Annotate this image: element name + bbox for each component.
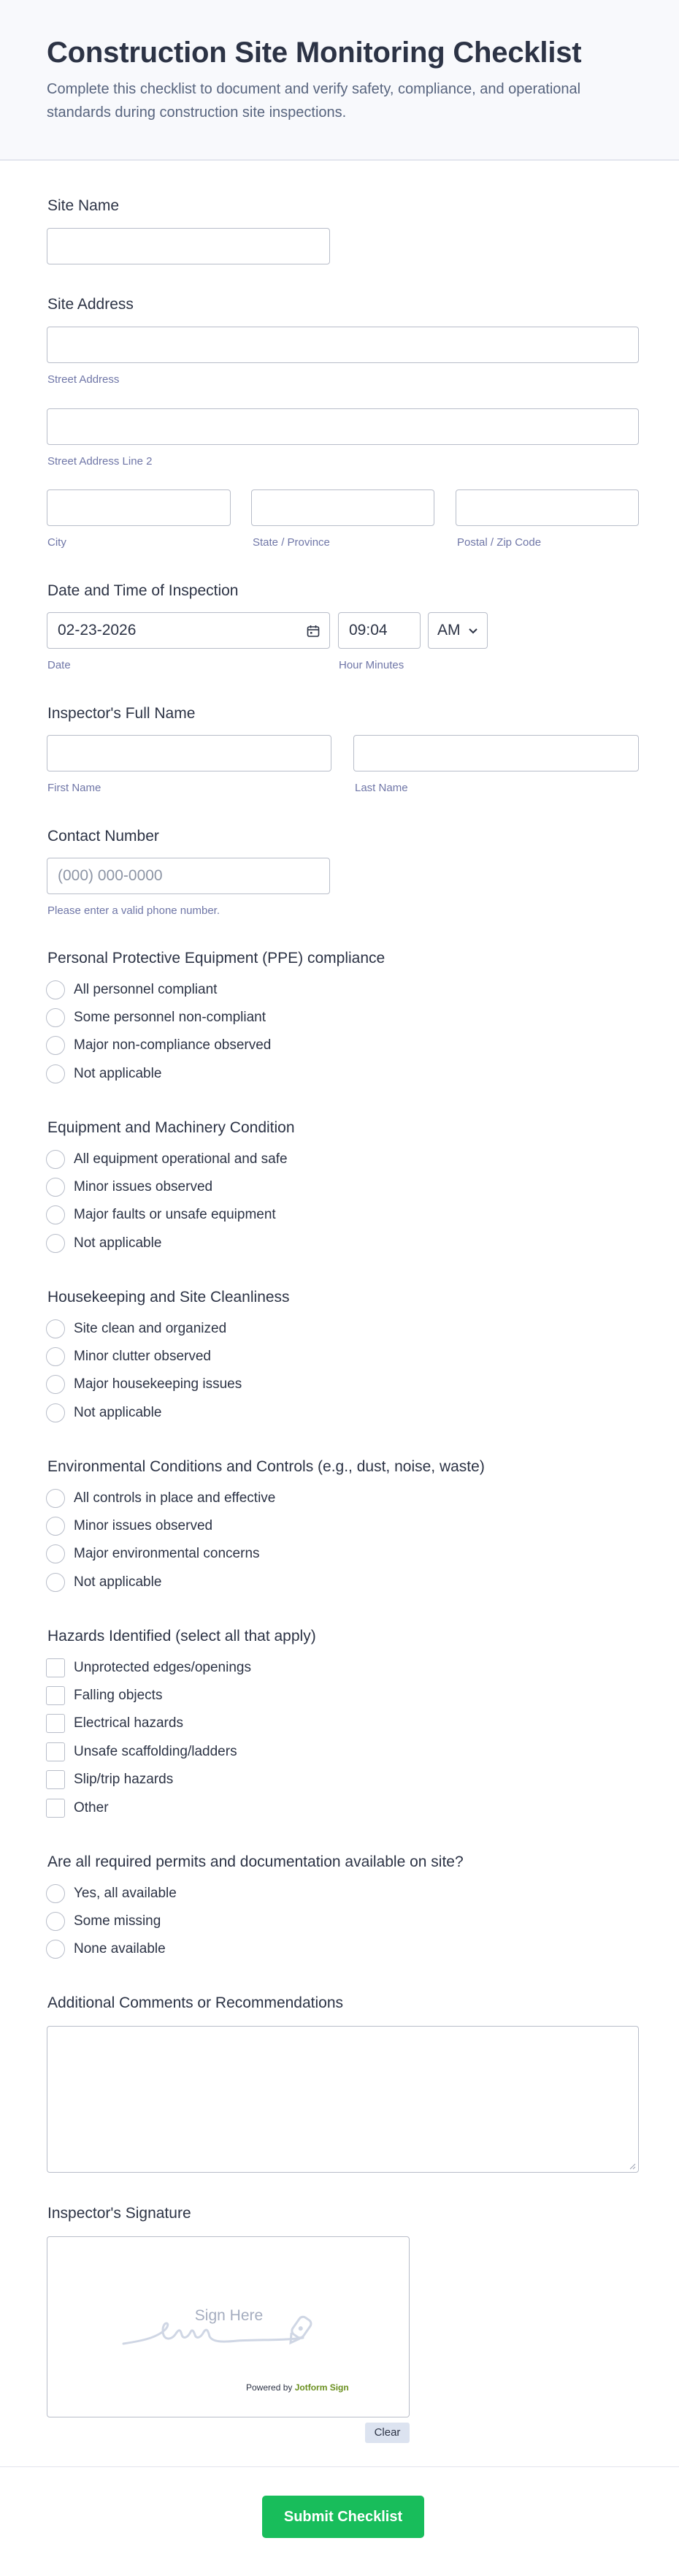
environmental-option-3-radio[interactable] (46, 1544, 65, 1563)
submit-section (0, 2466, 679, 2576)
street-address-sublabel: Street Address (47, 373, 120, 386)
equipment-option-3-label[interactable]: Major faults or unsafe equipment (74, 1207, 276, 1222)
permits-option-2-radio[interactable] (46, 1912, 65, 1931)
state-sublabel: State / Province (253, 536, 330, 549)
date-sublabel: Date (47, 659, 71, 671)
ppe-option-2-label[interactable]: Some personnel non-compliant (74, 1010, 266, 1025)
housekeeping-option-1-label[interactable]: Site clean and organized (74, 1321, 227, 1336)
ppe-label: Personal Protective Equipment (PPE) compliance (47, 950, 385, 967)
ppe-option-3-radio[interactable] (46, 1036, 65, 1055)
form-header (0, 0, 679, 161)
hazard-option-3-checkbox[interactable] (46, 1714, 65, 1733)
housekeeping-option-4-radio[interactable] (46, 1403, 65, 1422)
hazard-option-1-label[interactable]: Unprotected edges/openings (74, 1660, 251, 1675)
form-title: Construction Site Monitoring Checklist (47, 37, 582, 69)
equipment-option-2-radio[interactable] (46, 1178, 65, 1197)
environmental-option-4-label[interactable]: Not applicable (74, 1574, 162, 1590)
hazards-label: Hazards Identified (select all that apply) (47, 1628, 316, 1645)
submit-button[interactable]: Submit Checklist (262, 2496, 424, 2538)
first-name-input[interactable] (47, 735, 331, 771)
time-sublabel: Hour Minutes (339, 659, 404, 671)
permits-option-1-label[interactable]: Yes, all available (74, 1886, 177, 1901)
environmental-option-1-label[interactable]: All controls in place and effective (74, 1490, 276, 1506)
hazard-option-2-checkbox[interactable] (46, 1686, 65, 1705)
housekeeping-option-3-label[interactable]: Major housekeeping issues (74, 1376, 242, 1392)
equipment-option-1-radio[interactable] (46, 1150, 65, 1169)
equipment-option-4-label[interactable]: Not applicable (74, 1235, 162, 1251)
inspection-datetime-label: Date and Time of Inspection (47, 582, 239, 599)
jotform-sign-brand[interactable]: Jotform Sign (294, 2382, 349, 2393)
contact-number-label: Contact Number (47, 828, 159, 845)
environmental-label: Environmental Conditions and Controls (e.g., dust, noise, waste) (47, 1458, 485, 1475)
date-input[interactable] (47, 612, 330, 649)
housekeeping-option-3-radio[interactable] (46, 1375, 65, 1394)
sign-here-placeholder: Sign Here (194, 2307, 264, 2324)
hazard-option-6-checkbox[interactable] (46, 1799, 65, 1818)
inspector-name-label: Inspector's Full Name (47, 705, 196, 722)
ppe-option-1-radio[interactable] (46, 980, 65, 999)
hazard-option-6-label[interactable]: Other (74, 1800, 109, 1815)
housekeeping-label: Housekeeping and Site Cleanliness (47, 1289, 290, 1306)
housekeeping-option-1-radio[interactable] (46, 1319, 65, 1338)
ampm-select[interactable] (428, 612, 488, 649)
resize-handle-icon[interactable] (629, 2162, 636, 2170)
ppe-option-3-label[interactable]: Major non-compliance observed (74, 1037, 272, 1053)
environmental-option-2-label[interactable]: Minor issues observed (74, 1518, 213, 1533)
comments-label: Additional Comments or Recommendations (47, 1994, 344, 2011)
last-name-input[interactable] (353, 735, 639, 771)
state-input[interactable] (251, 489, 434, 526)
housekeeping-option-2-label[interactable]: Minor clutter observed (74, 1349, 211, 1364)
ppe-option-2-radio[interactable] (46, 1008, 65, 1027)
equipment-option-4-radio[interactable] (46, 1234, 65, 1253)
powered-by-prefix: Powered by (246, 2382, 293, 2393)
hazard-option-5-label[interactable]: Slip/trip hazards (74, 1772, 174, 1787)
equipment-option-3-radio[interactable] (46, 1205, 65, 1224)
ppe-option-1-label[interactable]: All personnel compliant (74, 982, 218, 997)
street-address-input[interactable] (47, 327, 639, 363)
ampm-value: AM (437, 622, 461, 639)
site-name-label: Site Name (47, 197, 120, 214)
comments-textarea[interactable] (47, 2026, 639, 2173)
ppe-option-4-radio[interactable] (46, 1064, 65, 1083)
clear-signature-button[interactable]: Clear (365, 2423, 410, 2443)
street-address-line2-sublabel: Street Address Line 2 (47, 455, 153, 468)
environmental-option-2-radio[interactable] (46, 1517, 65, 1536)
environmental-option-1-radio[interactable] (46, 1489, 65, 1508)
street-address-line2-input[interactable] (47, 408, 639, 445)
environmental-option-4-radio[interactable] (46, 1573, 65, 1592)
equipment-option-2-label[interactable]: Minor issues observed (74, 1179, 213, 1194)
hazard-option-1-checkbox[interactable] (46, 1658, 65, 1677)
site-name-input[interactable] (47, 228, 330, 264)
city-sublabel: City (47, 536, 66, 549)
permits-option-2-label[interactable]: Some missing (74, 1913, 161, 1929)
phone-hint: Please enter a valid phone number. (47, 904, 220, 917)
time-value: 09:04 (349, 622, 388, 639)
hazard-option-4-checkbox[interactable] (46, 1742, 65, 1761)
signature-pad[interactable] (47, 2236, 410, 2417)
powered-by (246, 2382, 349, 2393)
equipment-label: Equipment and Machinery Condition (47, 1119, 295, 1136)
time-input[interactable] (338, 612, 421, 649)
permits-label: Are all required permits and documentation available on site? (47, 1853, 464, 1870)
permits-option-3-radio[interactable] (46, 1940, 65, 1959)
phone-input[interactable] (47, 858, 330, 894)
permits-option-1-radio[interactable] (46, 1884, 65, 1903)
hazard-option-5-checkbox[interactable] (46, 1770, 65, 1789)
hazard-option-2-label[interactable]: Falling objects (74, 1688, 163, 1703)
date-value: 02-23-2026 (58, 622, 137, 639)
ppe-option-4-label[interactable]: Not applicable (74, 1066, 162, 1081)
housekeeping-option-2-radio[interactable] (46, 1347, 65, 1366)
environmental-option-3-label[interactable]: Major environmental concerns (74, 1546, 260, 1561)
zip-input[interactable] (456, 489, 639, 526)
city-input[interactable] (47, 489, 231, 526)
last-name-sublabel: Last Name (355, 782, 408, 794)
chevron-down-icon (468, 627, 478, 636)
permits-option-3-label[interactable]: None available (74, 1941, 166, 1956)
signature-label: Inspector's Signature (47, 2205, 191, 2222)
site-address-label: Site Address (47, 296, 134, 313)
zip-sublabel: Postal / Zip Code (457, 536, 542, 549)
calendar-icon[interactable] (306, 624, 321, 639)
first-name-sublabel: First Name (47, 782, 101, 794)
hazard-option-3-label[interactable]: Electrical hazards (74, 1715, 183, 1731)
form-description: Complete this checklist to document and verify safety, compliance, and operational standards during construction site inspections. (47, 81, 581, 121)
hazard-option-4-label[interactable]: Unsafe scaffolding/ladders (74, 1744, 237, 1759)
housekeeping-option-4-label[interactable]: Not applicable (74, 1405, 162, 1420)
equipment-option-1-label[interactable]: All equipment operational and safe (74, 1151, 288, 1167)
phone-placeholder: (000) 000-0000 (58, 867, 163, 884)
